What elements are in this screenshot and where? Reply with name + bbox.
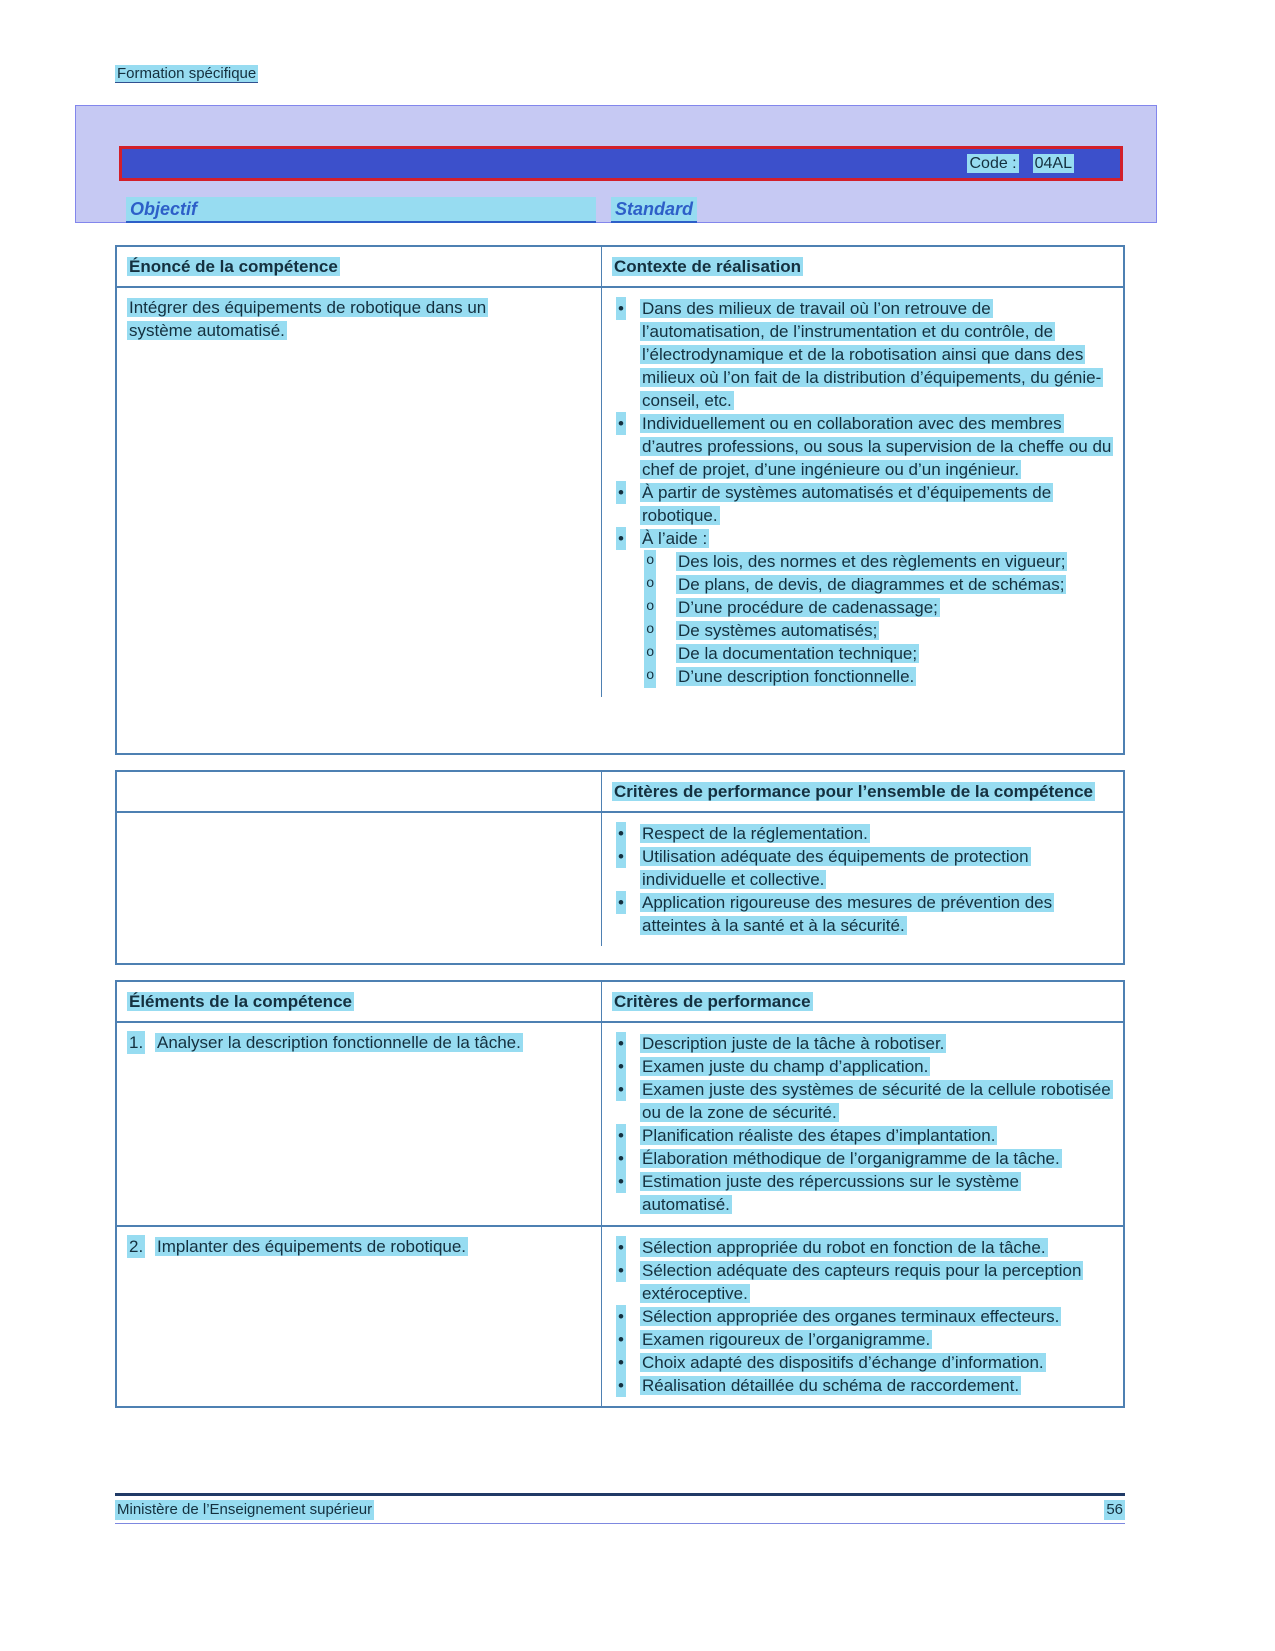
page-footer [115,1493,1125,1524]
bullet-icon: • [618,1238,624,1257]
bullet-icon: • [618,1149,624,1168]
list-item [614,891,1113,937]
element-item [127,1235,546,1258]
element-row-2 [117,1225,1123,1406]
list-item [614,527,1113,550]
bullet-icon: • [618,1353,624,1372]
list-item [614,596,1113,619]
contexte-header-label: Contexte de réalisation [614,257,802,276]
list-item [614,1259,1113,1305]
list-item-text: Sélection appropriée des organes terminaux effecteurs. [642,1307,1060,1326]
competence-table [115,245,1125,755]
list-item [614,619,1113,642]
list-item [614,1236,1113,1259]
bullet-icon: • [618,1261,624,1280]
elements-table [115,980,1125,1408]
criteria-header-label: Critères de performance [614,992,811,1011]
global-performance-table [115,770,1125,965]
header-cell-performance [602,772,1123,811]
list-item-text: Individuellement ou en collaboration avec des membres d’autres professions, ou sous la supervision de la cheffe ou du chef de projet, d’une ingénieure ou d’un ingénieur. [642,414,1112,479]
list-item [614,481,1113,527]
circle-bullet-icon: o [644,665,656,688]
list-item [614,1078,1113,1124]
contexte-list [614,297,1113,688]
section-label-row [115,64,258,84]
performance-header-label: Critères de performance pour l’ensemble de la compétence [614,782,1093,801]
global-performance-body-row [117,811,1123,946]
header-cell-elements [117,982,602,1021]
bullet-icon: • [618,1080,624,1099]
bullet-icon: • [618,414,624,433]
page-number: 56 [1106,1501,1123,1518]
competence-table-header-row [117,247,1123,286]
list-item [614,573,1113,596]
element-cell [117,1023,602,1225]
headings-row [126,197,697,223]
criteria-cell [602,1227,1123,1406]
list-item [614,1032,1113,1055]
element-cell [117,1227,602,1406]
list-item-text: Choix adapté des dispositifs d’échange d’information. [642,1353,1044,1372]
bullet-icon: • [618,1172,624,1191]
criteria-list [614,1236,1113,1397]
list-item-text: De plans, de devis, de diagrammes et de schémas; [678,575,1065,594]
code-value: 04AL [1034,155,1072,172]
list-item [614,1328,1113,1351]
bullet-icon: • [618,1307,624,1326]
list-item-text: Examen rigoureux de l’organigramme. [642,1330,931,1349]
enonce-header-label: Énoncé de la compétence [129,257,338,276]
list-item-text: Sélection adéquate des capteurs requis pour la perception extéroceptive. [642,1261,1082,1303]
list-item [614,1305,1113,1328]
code-bar [119,146,1123,181]
list-item [614,822,1113,845]
objectif-heading: Objectif [126,197,596,223]
list-item-text: Réalisation détaillée du schéma de raccordement. [642,1376,1020,1395]
bullet-icon: • [618,1057,624,1076]
list-item-text: Respect de la réglementation. [642,824,868,843]
bullet-icon: • [618,893,624,912]
list-item-text: Examen juste des systèmes de sécurité de la cellule robotisée ou de la zone de sécurité. [642,1080,1111,1122]
bullet-icon: • [618,1126,624,1145]
circle-bullet-icon: o [644,573,656,596]
element-number: 2. [129,1237,144,1256]
competence-table-body-row [117,286,1123,697]
list-item [614,1170,1113,1216]
list-item-text: Planification réaliste des étapes d’implantation. [642,1126,996,1145]
code-label: Code : [969,155,1017,172]
list-item-text: De systèmes automatisés; [678,621,878,640]
list-item [614,845,1113,891]
header-cell-criteria [602,982,1123,1021]
section-label: Formation spécifique [117,65,257,82]
bullet-icon: • [618,824,624,843]
list-item-text: À partir de systèmes automatisés et d’équipements de robotique. [642,483,1052,525]
list-item [614,297,1113,412]
list-item [614,1147,1113,1170]
footer-ministry-label: Ministère de l’Enseignement supérieur [117,1501,373,1518]
header-cell-contexte [602,247,1123,286]
list-item [614,412,1113,481]
list-item [614,550,1113,573]
list-item-text: Élaboration méthodique de l’organigramme de la tâche. [642,1149,1060,1168]
empty-header-cell [117,772,602,811]
list-item-text: À l’aide : [642,529,708,548]
list-item-text: D’une procédure de cadenassage; [678,598,938,617]
criteria-list [614,1032,1113,1216]
element-text: Implanter des équipements de robotique. [157,1237,467,1256]
list-item-text: Examen juste du champ d’application. [642,1057,929,1076]
header-cell-enonce [117,247,602,286]
title-block [75,105,1157,223]
performance-list [614,822,1113,937]
element-item [127,1031,546,1054]
list-item-text: Sélection appropriée du robot en fonction de la tâche. [642,1238,1046,1257]
list-item [614,642,1113,665]
criteria-cell [602,1023,1123,1225]
list-item [614,1374,1113,1397]
enonce-text: Intégrer des équipements de robotique dans un système automatisé. [129,298,487,340]
elements-header-label: Éléments de la compétence [129,992,352,1011]
bullet-icon: • [618,1330,624,1349]
circle-bullet-icon: o [644,642,656,665]
list-item-text: Estimation juste des répercussions sur le système automatisé. [642,1172,1019,1214]
list-item [614,1351,1113,1374]
list-item [614,665,1113,688]
bullet-icon: • [618,299,624,318]
list-item-text: Application rigoureuse des mesures de prévention des atteintes à la santé et à la sécurité. [642,893,1053,935]
contexte-cell [602,288,1123,697]
bullet-icon: • [618,1034,624,1053]
list-item-text: D’une description fonctionnelle. [678,667,915,686]
footer-row [115,1500,1125,1524]
bullet-icon: • [618,483,624,502]
footer-divider [115,1493,1125,1496]
performance-cell [602,813,1123,946]
bullet-icon: • [618,1376,624,1395]
circle-bullet-icon: o [644,550,656,573]
list-item-text: Des lois, des normes et des règlements en vigueur; [678,552,1066,571]
global-performance-header-row [117,772,1123,811]
circle-bullet-icon: o [644,596,656,619]
list-item [614,1055,1113,1078]
empty-body-cell [117,813,602,946]
list-item-text: Dans des milieux de travail où l’on retrouve de l’automatisation, de l’instrumentation et du contrôle, de l’électrodynamique et de la robotisation ainsi que dans des milieux où l’on fait de la distribution d’équipements, du génie-conseil, etc. [642,299,1102,410]
standard-heading: Standard [611,197,697,223]
elements-table-header-row [117,982,1123,1021]
list-item [614,1124,1113,1147]
element-row-1 [117,1021,1123,1225]
list-item-text: Description juste de la tâche à robotiser. [642,1034,945,1053]
bullet-icon: • [618,529,624,548]
list-item-text: Utilisation adéquate des équipements de protection individuelle et collective. [642,847,1029,889]
circle-bullet-icon: o [644,619,656,642]
bullet-icon: • [618,847,624,866]
element-text: Analyser la description fonctionnelle de la tâche. [157,1033,521,1052]
enonce-cell [117,288,602,697]
element-number: 1. [129,1033,144,1052]
list-item-text: De la documentation technique; [678,644,918,663]
